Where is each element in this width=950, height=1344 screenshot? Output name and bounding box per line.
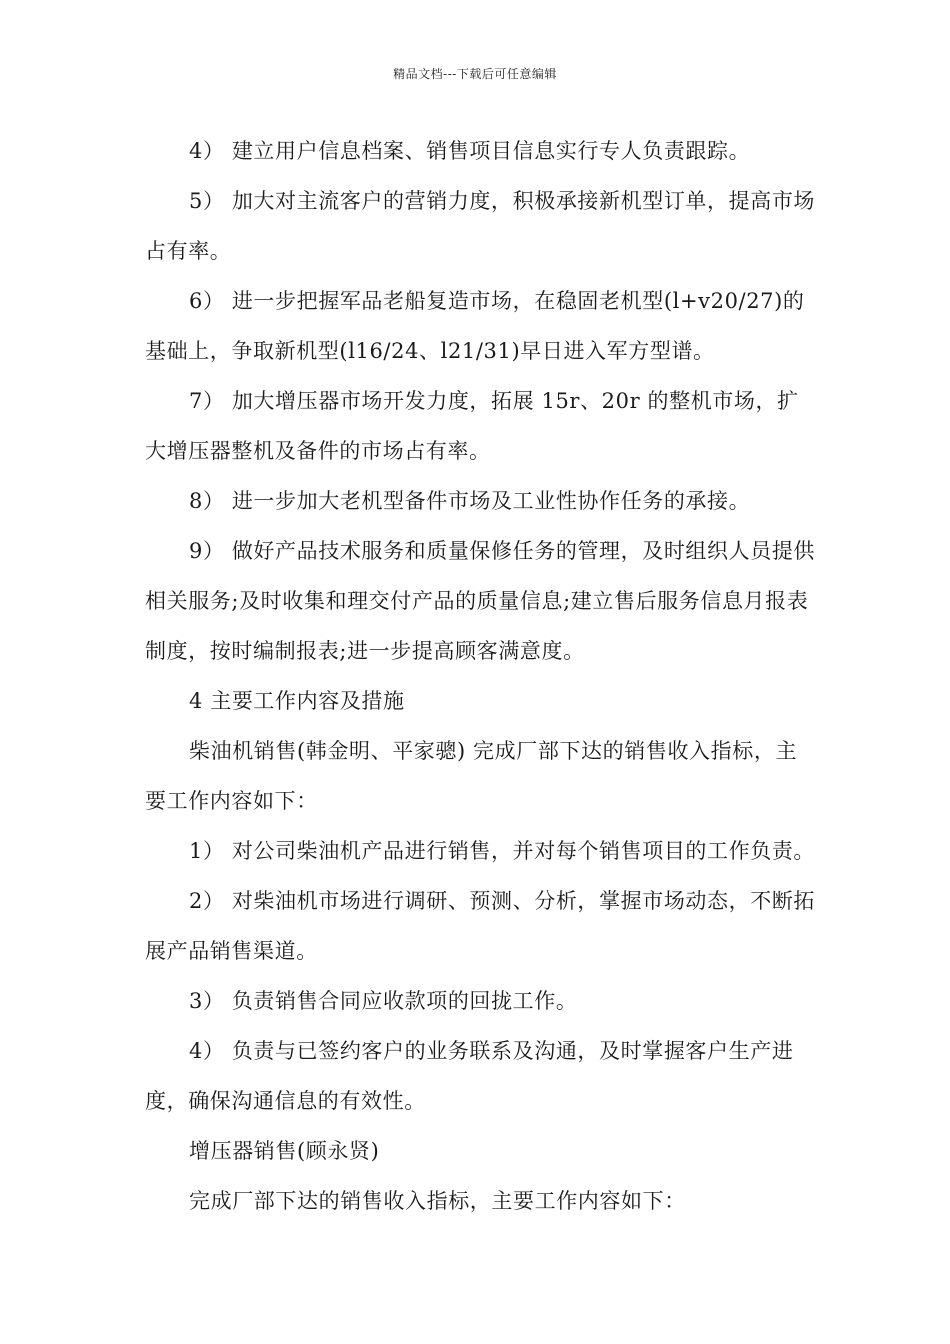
diesel-item-3: 3） 负责销售合同应收款项的回拢工作。 [189,989,578,1013]
diesel-sales-intro: 柴油机销售(韩金明、平家骢) 完成厂部下达的销售收入指标，主要工作内容如下： [145,739,798,813]
paragraph-item-8: 8） 进一步加大老机型备件市场及工业性协作任务的承接。 [189,489,751,513]
diesel-item-1: 1） 对公司柴油机产品进行销售，并对每个销售项目的工作负责。 [189,839,816,863]
turbocharger-sales-intro: 完成厂部下达的销售收入指标，主要工作内容如下： [189,1189,686,1213]
diesel-item-4: 4） 负责与已签约客户的业务联系及沟通，及时掌握客户生产进度，确保沟通信息的有效性。 [145,1039,794,1113]
paragraph-item-4: 4） 建立用户信息档案、销售项目信息实行专人负责跟踪。 [189,139,751,163]
paragraph-item-7: 7） 加大增压器市场开发力度，拓展 15r、20r 的整机市场，扩大增压器整机及备件的市场占有率。 [145,389,799,463]
section-heading: 4 主要工作内容及措施 [189,689,405,713]
paragraph-item-6: 6） 进一步把握军品老船复造市场，在稳固老机型(l+v20/27)的基础上，争取新机型(l16/24、l21/31)早日进入军方型谱。 [145,289,805,363]
document-body [145,126,817,1226]
paragraph-item-5: 5） 加大对主流客户的营销力度，积极承接新机型订单，提高市场占有率。 [145,189,816,263]
diesel-item-2: 2） 对柴油机市场进行调研、预测、分析，掌握市场动态，不断拓展产品销售渠道。 [145,889,816,963]
paragraph-item-9: 9） 做好产品技术服务和质量保修任务的管理，及时组织人员提供相关服务;及时收集和理交付产品的质量信息;建立售后服务信息月报表制度，按时编制报表;进一步提高顾客满意度。 [145,539,816,663]
turbocharger-sales-heading: 增压器销售(顾永贤) [189,1139,380,1163]
page-header: 精品文档---下载后可任意编辑 [393,67,557,81]
